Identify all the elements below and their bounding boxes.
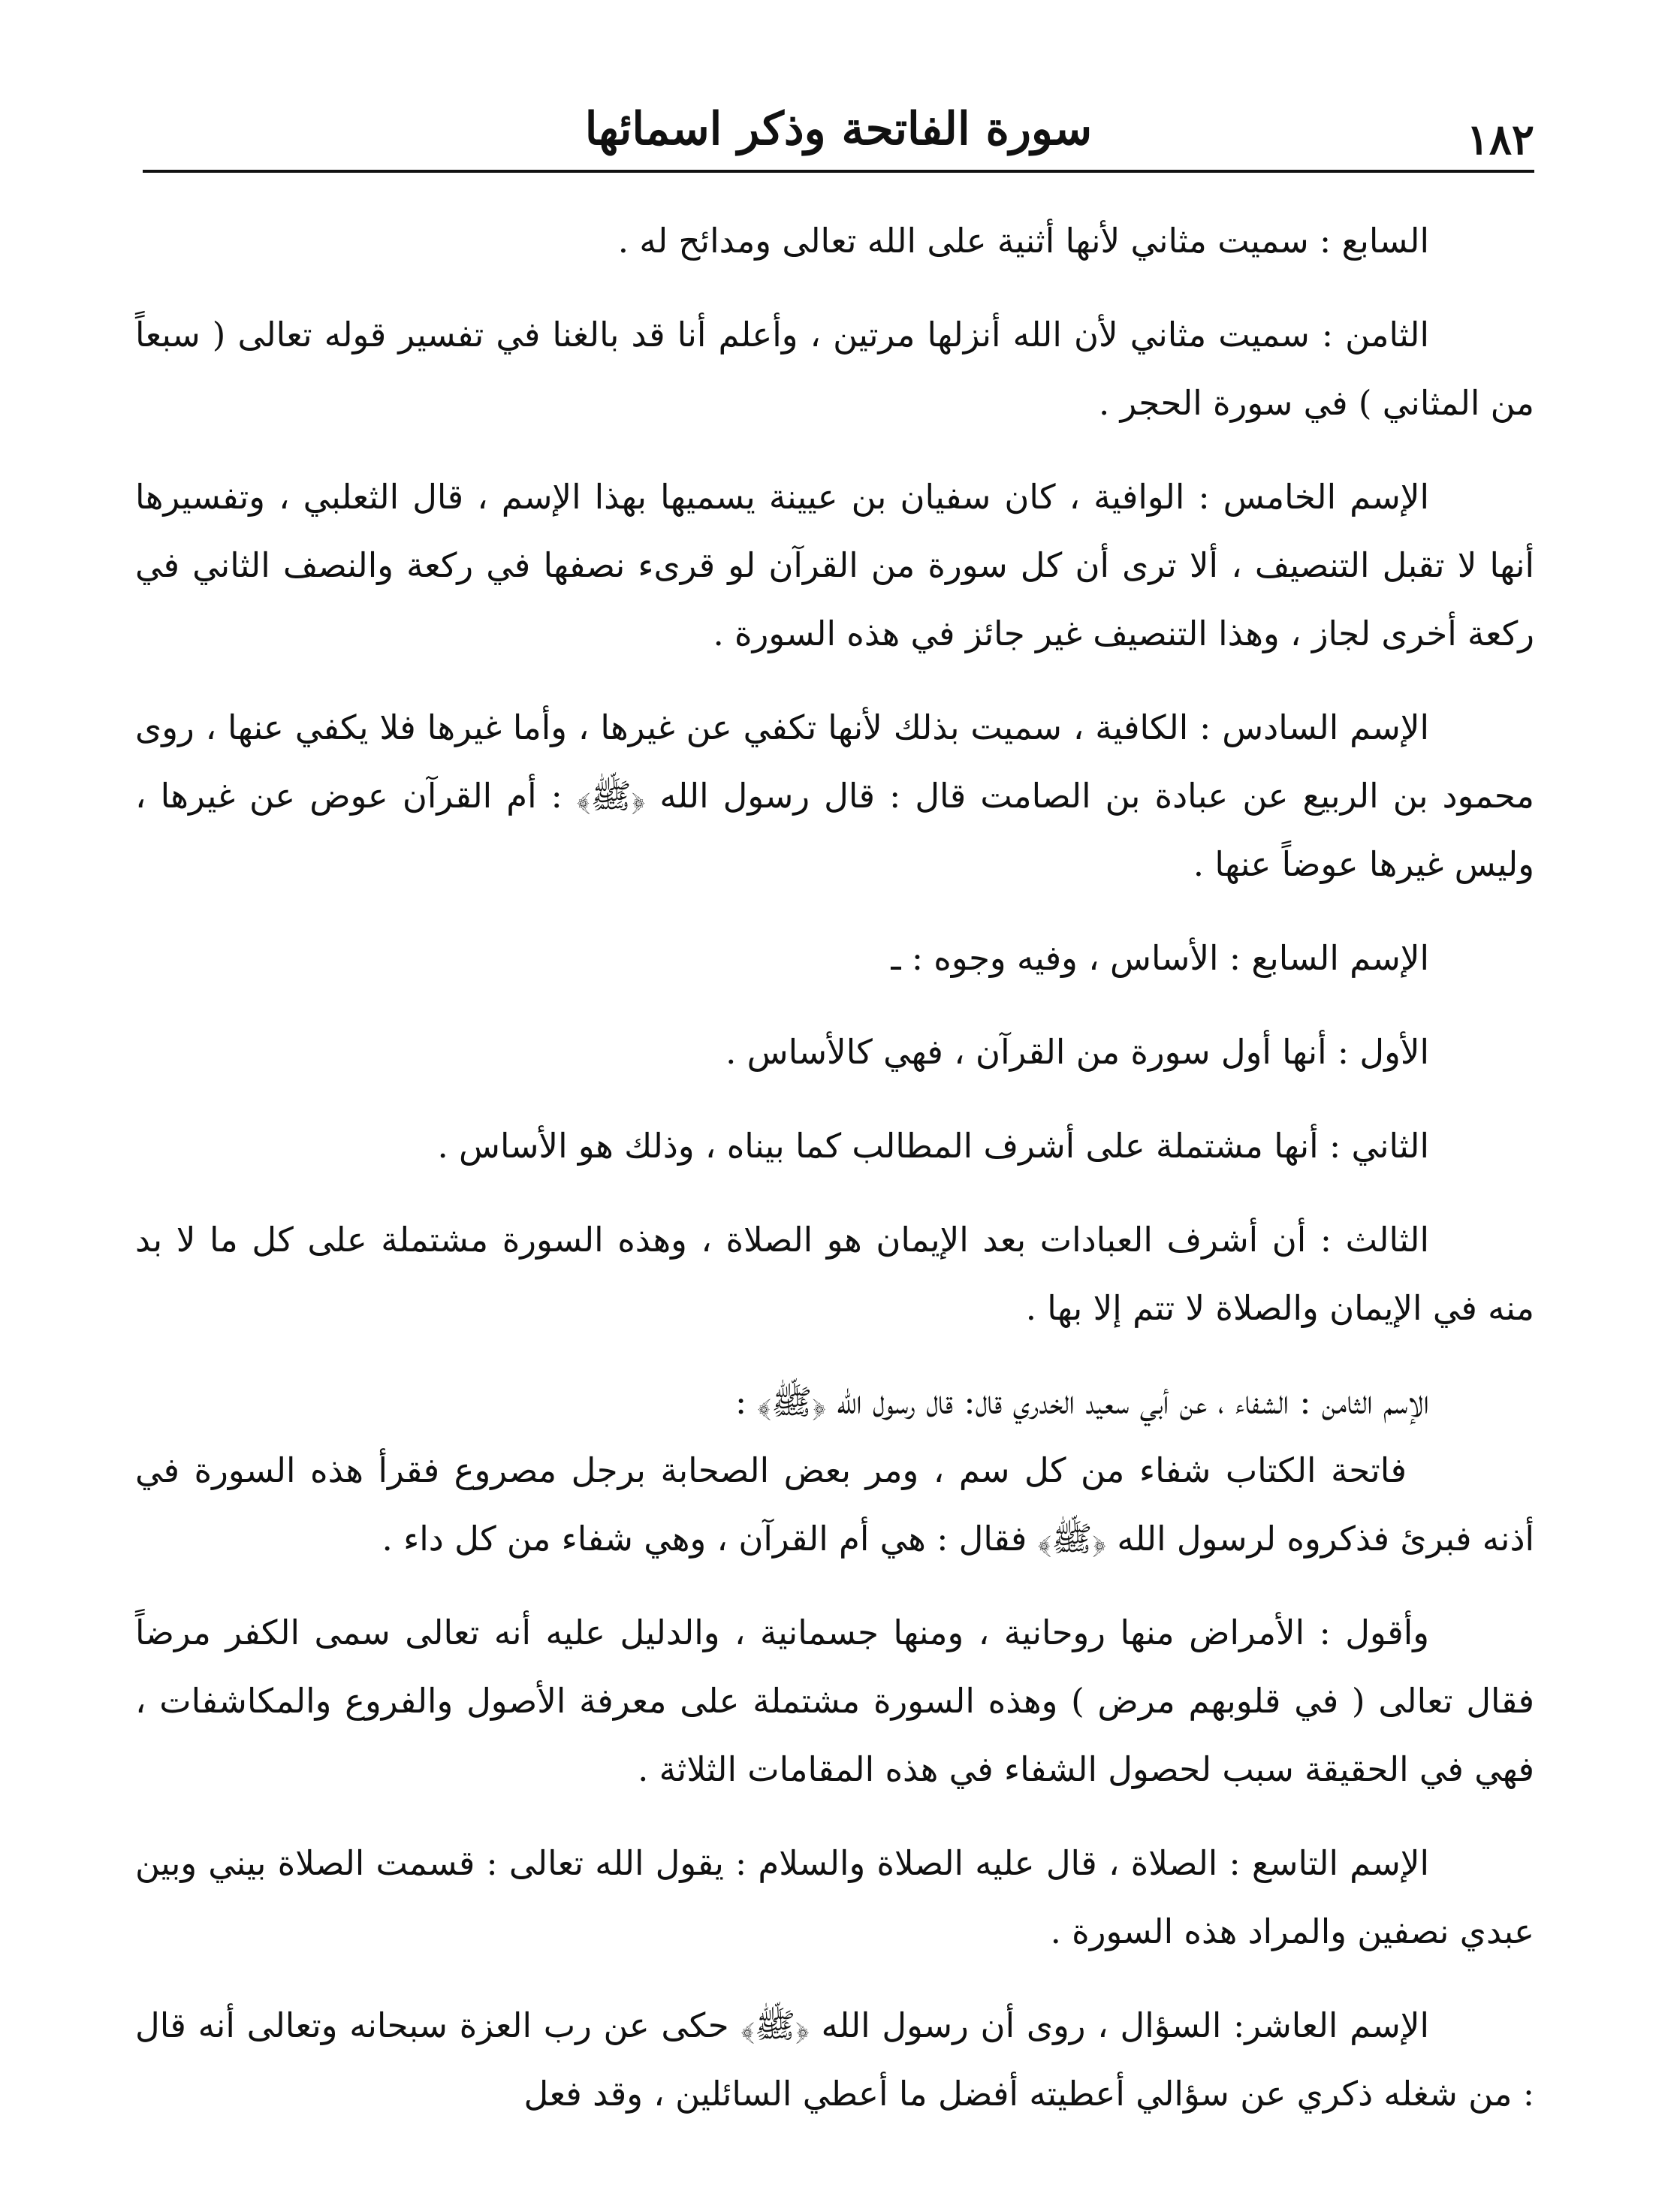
paragraph-al-shifa: الإسم الثامن : الشفاء ، عن أبي سعيد الخدري قال: قال رسول الله ﴿ﷺ﴾ : (735, 1382, 1429, 1422)
paragraph-eighth-name: الثامن : سميت مثاني لأن الله أنزلها مرتين ، وأعلم أنا قد بالغنا في تفسير قوله تعالى ( سبعاً من المثاني ) في سورة الحجر . (135, 315, 1534, 423)
paragraph-diseases: وأقول : الأمراض منها روحانية ، ومنها جسمانية ، والدليل عليه أنه تعالى سمى الكفر مرضاً فقال تعالى ( في قلوبهم مرض ) وهذه السورة مشتملة على معرفة الأصول والفروع والمكاشفات ، فهي في الحقيقة سبب لحصول الشفاء في هذه المقامات الثلاثة . (135, 1613, 1534, 1789)
running-head (143, 83, 1534, 165)
paragraph-al-shifa-hadith: فاتحة الكتاب شفاء من كل سم ، ومر بعض الصحابة برجل مصروع فقرأ هذه السورة في أذنه فبرئ فذكروه لرسول الله ﴿ﷺ﴾ فقال : هي أم القرآن ، وهي شفاء من كل داء . (135, 1450, 1534, 1559)
paragraph-al-sual: الإسم العاشر: السؤال ، روى أن رسول الله ﴿ﷺ﴾ حكى عن رب العزة سبحانه وتعالى أنه قال : من شغله ذكري عن سؤالي أعطيته أفضل ما أعطي السائلين ، وقد فعل (135, 2005, 1534, 2114)
paragraph-al-wafiya: الإسم الخامس : الوافية ، كان سفيان بن عيينة يسميها بهذا الإسم ، قال الثعلبي ، وتفسيرها أنها لا تقبل التنصيف ، ألا ترى أن كل سورة من القرآن لو قرىء نصفها في ركعة والنصف الثاني في ركعة أخرى لجاز ، وهذا التنصيف غير جائز في هذه السورة . (135, 477, 1534, 653)
paragraph-al-salat: الإسم التاسع : الصلاة ، قال عليه الصلاة والسلام : يقول الله تعالى : قسمت الصلاة بيني وبين عبدي نصفين والمراد هذه السورة . (135, 1843, 1534, 1951)
paragraph-asas-third: الثالث : أن أشرف العبادات بعد الإيمان هو الصلاة ، وهذه السورة مشتملة على كل ما لا بد منه في الإيمان والصلاة لا تتم إلا بها . (135, 1220, 1534, 1328)
body-text (135, 207, 1534, 2153)
paragraph-asas-first: الأول : أنها أول سورة من القرآن ، فهي كالأساس . (725, 1032, 1429, 1072)
paragraph-seventh-name: السابع : سميت مثاني لأنها أثنية على الله تعالى ومدائح له . (617, 221, 1429, 261)
header-rule (143, 170, 1534, 173)
page-number: ١٨٢ (1466, 115, 1534, 164)
paragraph-asas-second: الثاني : أنها مشتملة على أشرف المطالب كما بيناه ، وذلك هو الأساس . (437, 1126, 1429, 1166)
paragraph-al-kafiya: الإسم السادس : الكافية ، سميت بذلك لأنها تكفي عن غيرها ، وأما غيرها فلا يكفي عنها ، روى محمود بن الربيع عن عبادة بن الصامت قال : قال رسول الله ﴿ﷺ﴾ : أم القرآن عوض عن غيرها ، وليس غيرها عوضاً عنها . (135, 708, 1534, 884)
paragraph-al-asas: الإسم السابع : الأساس ، وفيه وجوه : ـ (891, 938, 1429, 978)
running-title: سورة الفاتحة وذكر اسمائها (584, 103, 1093, 155)
